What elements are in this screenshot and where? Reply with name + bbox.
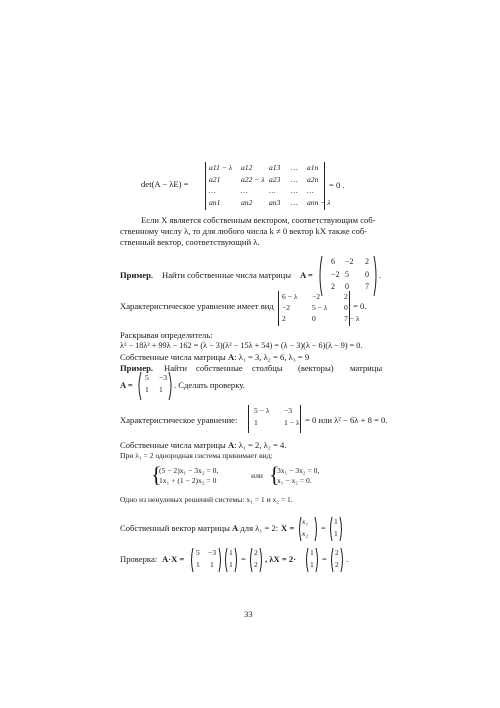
matrix-cell: a11 − λ xyxy=(209,163,233,172)
check-label: Проверка: xyxy=(120,554,158,564)
matrix-cell: a22 − λ xyxy=(241,174,265,184)
matrix-cell: 1 xyxy=(254,418,258,427)
example-2-matrix-name: A = xyxy=(120,380,133,390)
char-eq-text: Характеристическое уравнение имеет вид xyxy=(120,301,274,311)
para-line-1: Если X является собственным вектором, соответствующим соб- xyxy=(141,215,376,225)
matrix-cell: … xyxy=(291,174,298,184)
matrix-cell: a13 xyxy=(269,163,281,172)
matrix-cell: −2 xyxy=(282,303,291,312)
example-2-brackets xyxy=(137,371,173,401)
example-2-label: Пример. xyxy=(120,363,154,373)
poly-line: λ³ − 18λ² + 99λ − 162 = (λ − 3)(λ² − 15λ + 54) = (λ − 3)(λ − 6)(λ − 9) = 0. xyxy=(120,341,363,350)
matrix-cell: −2 xyxy=(345,257,354,266)
matrix-cell: a23 xyxy=(269,174,281,184)
matrix-cell: a2n xyxy=(307,174,319,184)
para-line-3: ственный вектор, соответствующий λ. xyxy=(120,237,260,247)
matrix-cell: 2 xyxy=(365,257,369,266)
matrix-cell: 6 − λ xyxy=(282,292,298,301)
matrix-cell: −2 xyxy=(331,269,340,279)
matrix-cell: 6 xyxy=(331,257,335,266)
matrix-cell: 0 xyxy=(365,269,369,279)
homog-line: При λ₁ = 2 однородная система принимает вид: xyxy=(120,451,273,460)
nonzero-line: Одно из ненулевых решений системы: x₁ = 1 и x₂ = 1. xyxy=(120,495,293,504)
matrix-cell: 5 − λ xyxy=(254,406,270,415)
char-eq-rhs: = 0. xyxy=(353,301,367,311)
matrix-cell: 1 − λ xyxy=(284,418,300,427)
matrix-cell: 5 xyxy=(345,269,349,279)
matrix-cell: 2 xyxy=(331,282,335,291)
matrix-cell: … xyxy=(291,197,298,207)
matrix-cell: 2 xyxy=(344,292,348,301)
matrix-cell: 7 xyxy=(365,282,369,291)
matrix-cell: a21 xyxy=(209,174,221,184)
matrix-cell: … xyxy=(269,186,276,195)
matrix-cell: −3 xyxy=(159,373,168,382)
eigvals-line: Собственные числа матрицы A: λ₁ = 3, λ₂ = 6, λ₃ = 9 xyxy=(120,352,310,362)
matrix-cell: 0 xyxy=(345,282,349,291)
matrix-cell: 0 xyxy=(344,303,348,312)
document-page: det(A − λE) = a11 − λ a12 a13 … a1n a21 a22 − λ a23 … a2n … … … … … an1 an2 an3 … ann − λ = 0 . Если X является собственным вектором, соответствующим соб- ственному числу λ, то для любого числа k ≠ 0 вектор kX также соб- ственный вектор, соответствующий λ. Пример. Найти собственные числа матрицы A = 6 −2 2 −2 5 0 2 0 7 . Характеристическое уравнение имеет вид 6 − λ −2 2 −2 5 − λ 0 2 0 7 − λ = 0. Раскрывая определитель: λ³ − 18λ² + 99λ − 162 = (λ − 3)(λ² − 15λ + 54) = (λ − 3)(λ − 6)(λ − 9) = 0. Собственные числа матрицы A: λ₁ = 3, λ₂ = 6, λ₃ = 9 Пример. Найти собственные столбцы (векторы) матрицы A = 5 −3 1 1 . Сделать проверку. Характеристическое уравнение: 5 − λ −3 1 1 − λ = 0 или λ² − 6λ + 8 = 0. Собственные числа матрицы A: λ₁ = 2, λ₂ = 4. При λ₁ = 2 однородная система принимает вид: { (5 − 2)x₁ − 3x₂ = 0, 1x₁ + (1 − 2)x₂ = 0 или { 3x₁ − 3x₂ = 0, x₁ − x₂ = 0. Одно из ненулевых решений системы: x₁ = 1 и x₂ = 1. Собственный вектор матрицы A для λ₁ = 2: X = x₁ x₂ = 1 1 Проверка: A·X = 5 −3 1 1 1 1 = 2 2 , λX = 2· 1 1 = 2 2 . 33 xyxy=(120,163,388,619)
matrix-cell: … xyxy=(307,186,314,195)
example-1-text: Найти собственные числа матрицы xyxy=(162,270,292,280)
matrix-cell: a1n xyxy=(307,163,319,172)
matrix-cell: 1 xyxy=(145,385,149,394)
matrix-cell: … xyxy=(241,186,248,195)
matrix-cell: 7 − λ xyxy=(344,314,360,323)
matrix-cell: 5 xyxy=(145,373,149,382)
example-2-after: . Сделать проверку. xyxy=(174,380,245,390)
matrix-cell: ann − λ xyxy=(307,197,331,207)
matrix-cell: 5 − λ xyxy=(312,303,328,312)
matrix-cell: 2 xyxy=(282,314,286,323)
system-or: или xyxy=(251,471,263,480)
matrix-cell: … xyxy=(291,186,298,195)
matrix-cell: an1 xyxy=(209,197,221,207)
matrix-cell: an3 xyxy=(269,197,281,207)
expand-line: Раскрывая определитель: xyxy=(120,330,213,340)
matrix-cell: … xyxy=(291,163,298,172)
matrix-cell: −3 xyxy=(284,406,293,415)
char-eq2-rhs: = 0 или λ² − 6λ + 8 = 0. xyxy=(305,415,388,425)
char-eq2-text: Характеристическое уравнение: xyxy=(120,415,238,425)
matrix-cell: 0 xyxy=(312,314,316,323)
matrix-cell: an2 xyxy=(241,197,253,207)
det-rhs: = 0 . xyxy=(329,180,345,190)
eigvals2-line: Собственные числа матрицы A: λ₁ = 2, λ₂ = 4. xyxy=(120,440,287,450)
example-1-label: Пример. xyxy=(120,270,154,280)
det-left-bar xyxy=(205,162,206,210)
matrix-cell: 1 xyxy=(159,385,163,394)
matrix-cell: … xyxy=(209,186,216,195)
page-number: 33 xyxy=(244,609,253,619)
para-line-2: ственному числу λ, то для любого числа k ≠ 0 вектор kX также соб- xyxy=(120,226,368,236)
example-1-matrix-name: A = xyxy=(300,270,313,280)
det-lhs: det(A − λE) = xyxy=(141,179,189,189)
matrix-cell: −2 xyxy=(312,292,321,301)
matrix-cell: a12 xyxy=(241,163,253,172)
